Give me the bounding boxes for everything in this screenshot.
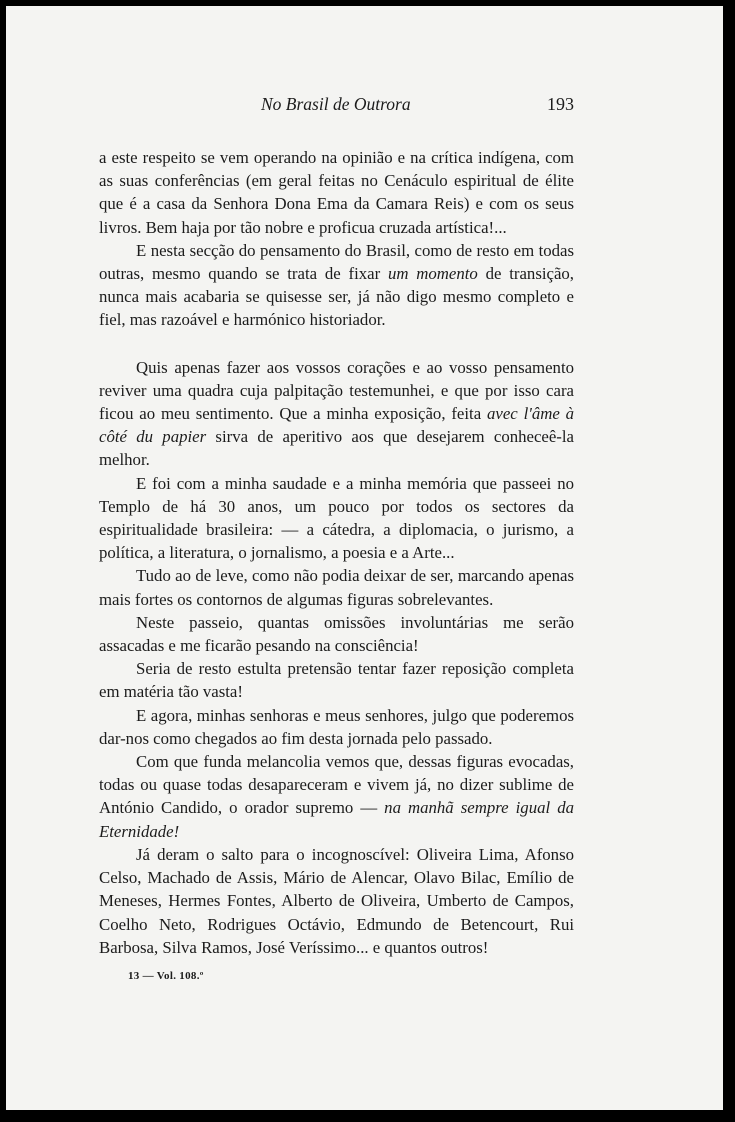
paragraph <box>99 472 574 565</box>
page-number: 193 <box>547 94 574 114</box>
text-segment: Com que funda melancolia vemos que, dessas figuras evocadas, todas ou quase todas desapareceram e vivem já, no dizer sublime de António Candido, o orador supremo — <box>99 752 574 818</box>
text-segment: E foi com a minha saudade e a minha memória que passeei no Templo de há 30 anos, um pouco por todos os sectores da espiritualidade brasileira: — a cátedra, a diplomacia, o jurismo, a política, a literatura, o jornalismo, a poesia e a Arte... <box>99 473 574 563</box>
text-segment: Seria de resto estulta pretensão tentar fazer reposição completa em matéria tão vasta! <box>99 659 574 702</box>
text-segment: E agora, minhas senhoras e meus senhores, julgo que poderemos dar-nos como chegados ao fim desta jornada pelo passado. <box>99 705 574 748</box>
text-segment: Quis apenas fazer aos vossos corações e ao vosso pensamento reviver uma quadra cuja palpitação testemunhei, e que por isso cara ficou ao meu sentimento. Que a minha exposição, feita <box>99 357 574 424</box>
paragraph <box>99 704 574 750</box>
paragraph <box>99 657 574 703</box>
text-segment: E nesta secção do pensamento do Brasil, como de resto em todas outras, mesmo quando se trata de fixar <box>99 240 574 284</box>
printer-signature: 13 — Vol. 108.º <box>128 970 204 982</box>
running-title: No Brasil de Outrora <box>261 94 411 114</box>
book-page <box>6 6 723 1110</box>
italic-text: na manhã sempre igual da Eternidade! <box>99 798 574 841</box>
italic-text: avec l'âme à côté du papier <box>99 404 574 447</box>
text-segment: Tudo ao de leve, como não podia deixar de ser, marcando apenas mais fortes os contornos de algumas figuras sobrelevantes. <box>99 566 574 609</box>
paragraph <box>99 843 574 959</box>
paragraph <box>99 564 574 610</box>
paragraph <box>99 146 574 239</box>
text-segment: a este respeito se vem operando na opinião e na crítica indígena, com as suas conferências (em geral feitas no Cenáculo espiritual de élite que é a casa da Senhora Dona Ema da Camara Reis) e com os seus livros. Bem haja por tão nobre e proficua cruzada artística!... <box>99 148 574 237</box>
italic-text: um momento <box>387 264 478 284</box>
paragraph <box>99 611 574 657</box>
paragraph <box>99 239 574 332</box>
text-segment: Já deram o salto para o incognoscível: Oliveira Lima, Afonso Celso, Machado de Assis, Mário de Alencar, Olavo Bilac, Emílio de Meneses, Hermes Fontes, Alberto de Oliveira, Umberto de Campos, Coelho Neto, Rodrigues Octávio, Edmundo de Betencourt, Rui Barbosa, Silva Ramos, José Veríssimo... e quantos outros! <box>99 844 574 957</box>
paragraph <box>99 750 574 843</box>
text-segment: Neste passeio, quantas omissões involuntárias me serão assacadas e me ficarão pesando na consciência! <box>99 612 574 656</box>
text-segment: de transição, nunca mais acabaria se quisesse ser, já não digo mesmo completo e fiel, mas razoável e harmónico historiador. <box>99 264 574 330</box>
body-text <box>99 146 574 959</box>
page-header <box>99 94 574 118</box>
text-segment: sirva de aperitivo aos que desejarem conheceê-la melhor. <box>99 427 575 470</box>
paragraph <box>99 356 574 472</box>
